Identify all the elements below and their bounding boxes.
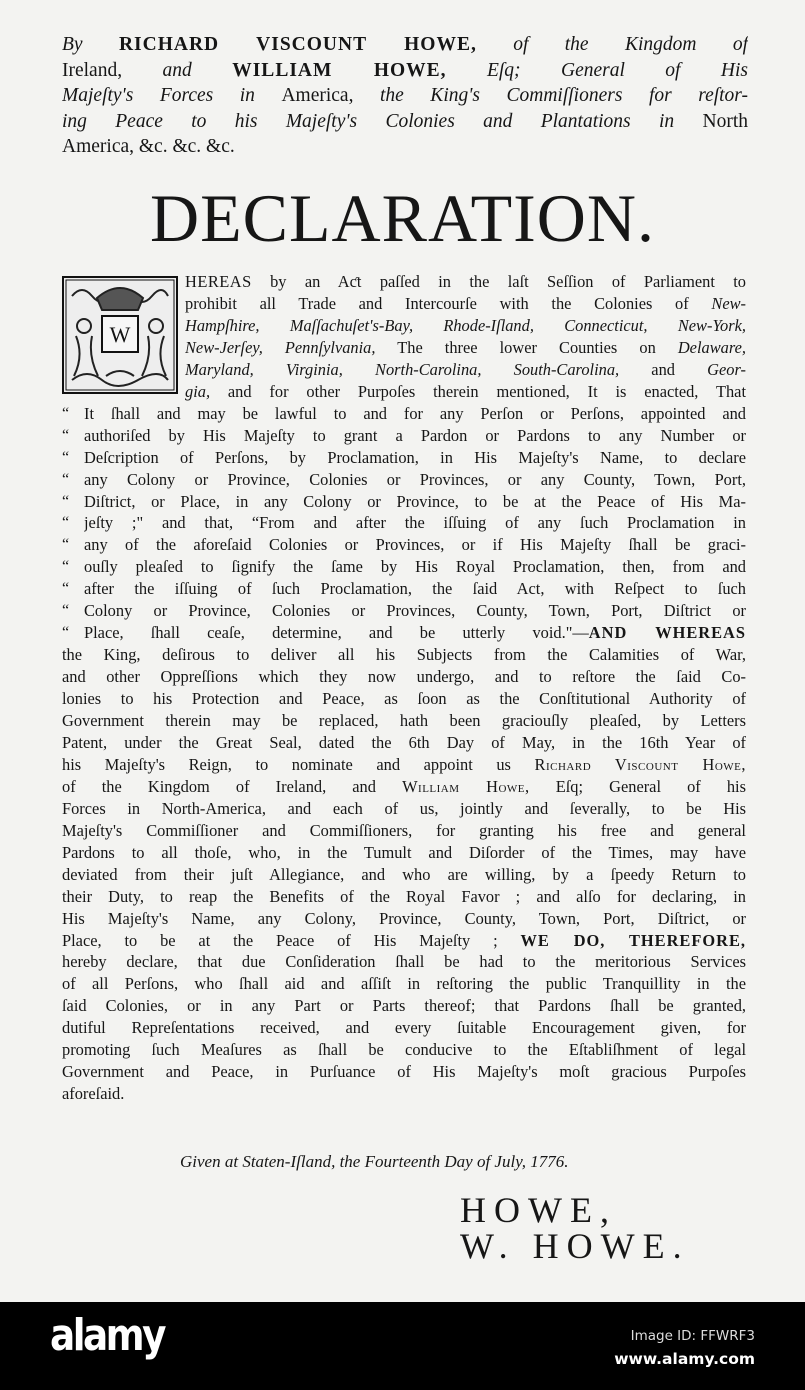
drop-cap-letter: W — [109, 322, 131, 347]
text-segment: dutiful Repreſentations received, and every ſuitable Encouragement given, for — [62, 1018, 746, 1038]
text-segment: aforeſaid. — [62, 1084, 125, 1104]
text-segment: and for other Purpoſes therein mentioned, It is enacted, That — [210, 381, 746, 401]
text-segment: America, — [281, 85, 354, 106]
text-segment: Patent, under the Great Seal, dated the 6th Day of May, in the 16th Year of — [62, 732, 746, 752]
quotation-mark: “ — [62, 492, 70, 510]
text-segment: His Majeſty's Name, any Colony, Province, County, Town, Port, Diſtrict, or — [62, 908, 746, 928]
alamy-logo: alamy — [50, 1310, 164, 1361]
text-segment: Diſtrict, or Place, in any Colony or Province, to be at the Peace of His Ma- — [84, 491, 746, 511]
text-segment: his Majeſty's Reign, to nominate and appoint us — [62, 754, 535, 774]
text-segment: New- — [711, 293, 746, 313]
text-segment: prohibit all Trade and Intercourſe with the Colonies of — [185, 293, 712, 313]
text-segment: Deſcription of Perſons, by Proclamation, in His Majeſty's Name, to declare — [84, 447, 746, 467]
quotation-mark: “ — [62, 602, 70, 620]
signature-w-howe: W. HOWE. — [460, 1226, 690, 1266]
text-segment: Eſq; General of His — [446, 59, 748, 81]
quotation-mark: “ — [62, 448, 70, 466]
text-segment: Pardons to all thoſe, who, in the Tumult and Diſorder of the Times, may have — [62, 842, 746, 862]
quotation-mark: “ — [62, 470, 70, 488]
text-segment: of all Perſons, who ſhall aid and aſſiſt in reſtoring the public Tranquillity in the — [62, 974, 746, 994]
text-segment: Richard Viscount Howe, — [534, 754, 746, 774]
text-segment: WILLIAM HOWE, — [232, 59, 447, 81]
given-at-line: Given at Staten-Iſland, the Fourteenth Day of July, 1776. — [180, 1152, 569, 1171]
header-line — [62, 85, 748, 111]
text-segment: By — [62, 34, 119, 55]
header-line — [62, 136, 748, 162]
text-segment: North — [702, 110, 748, 132]
text-segment: authoriſed by His Majeſty to grant a Pardon or Pardons to any Number or — [84, 425, 746, 445]
image-id: Image ID: FFWRF3 — [630, 1328, 755, 1344]
watermark-footer — [0, 1302, 805, 1390]
text-segment: of the Kingdom of Ireland, and — [62, 776, 403, 796]
quotation-mark: “ — [62, 536, 70, 554]
text-segment: It ſhall and may be lawful to and for any Perſon or Perſons, appointed and — [84, 403, 746, 423]
text-segment: Geor- — [707, 359, 746, 379]
text-segment: any Colony or Province, Colonies or Provinces, or any County, Town, Port, — [84, 469, 746, 489]
text-segment: deviated from their juſt Allegiance, and who are willing, by a ſpeedy Return to — [62, 864, 746, 884]
text-segment: the King's Commiſſioners for reſtor- — [353, 85, 748, 106]
text-segment: and other Oppreſſions which they now undergo, and to reſtore the ſaid Co- — [62, 667, 746, 687]
text-segment: Colony or Province, Colonies or Provinces, County, Town, Port, Diſtrict or — [84, 601, 746, 621]
text-segment: New-Jerſey, Pennſylvania, — [185, 337, 376, 357]
text-segment: after the iſſuing of ſuch Proclamation, the ſaid Act, with Reſpect to ſuch — [84, 579, 746, 599]
site-url: www.alamy.com — [614, 1350, 755, 1368]
text-segment: WE DO, THEREFORE, — [520, 930, 746, 950]
text-segment: Eſq; General of his — [529, 776, 746, 796]
text-segment: and — [162, 59, 233, 81]
text-segment: ſaid Colonies, or in any Part or Parts thereof; that Pardons ſhall be granted, — [62, 996, 746, 1016]
text-segment: of the Kingdom of — [476, 34, 748, 55]
text-segment: Government and Peace, in Purſuance of His Majeſty's moſt gracious Purpoſes — [62, 1062, 746, 1082]
text-segment: Place, ſhall ceaſe, determine, and be utterly void."— — [84, 623, 589, 643]
quotation-mark: “ — [62, 426, 70, 444]
signature-howe: HOWE, — [460, 1190, 617, 1230]
quotation-mark: “ — [62, 580, 70, 598]
body-line — [62, 1084, 746, 1110]
text-segment: Ireland, — [62, 59, 163, 81]
text-segment: the King, deſirous to deliver all his Subjects from the Calamities of War, — [62, 645, 746, 665]
text-segment: HEREAS — [185, 272, 252, 291]
text-segment: ing Peace to his Majeſty's Colonies and Plantations in — [62, 110, 703, 132]
text-segment: gia, — [185, 381, 211, 401]
text-segment: and — [619, 359, 708, 379]
text-segment: Majeſty's Forces in — [62, 85, 282, 106]
text-segment: lonies to his Protection and Peace, as ſoon as the Conſtitutional Authority of — [62, 689, 746, 709]
quotation-mark: “ — [62, 514, 70, 532]
text-segment: AND WHEREAS — [588, 623, 746, 643]
header-line — [62, 111, 748, 137]
text-segment: Government therein may be replaced, hath been graciouſly pleaſed, by Letters — [62, 711, 746, 730]
text-segment: Forces in North-America, and each of us, jointly and ſeverally, to be His — [62, 798, 746, 818]
header-line — [62, 34, 748, 60]
text-segment: Place, to be at the Peace of His Majeſty ; — [62, 930, 521, 950]
text-segment: Delaware, — [677, 337, 746, 357]
text-segment: by an Aƈt paſſed in the laſt Seſſion of Parliament to — [251, 272, 746, 291]
text-segment: The three lower Counties on — [375, 337, 678, 357]
text-segment: any of the aforeſaid Colonies or Provinces, or if His Majeſty ſhall be graci- — [84, 535, 746, 555]
quotation-mark: “ — [62, 624, 70, 642]
text-segment: RICHARD VISCOUNT HOWE, — [118, 34, 477, 55]
text-segment: hereby declare, that due Conſideration ſhall be had to the meritorious Services — [62, 952, 746, 972]
text-segment: Majeſty's Commiſſioner and Commiſſioners, for granting his free and general — [62, 820, 746, 840]
text-segment: ouſly pleaſed to ſignify the ſame by His Royal Proclamation, then, from and — [84, 557, 746, 577]
text-segment: William Howe, — [402, 776, 530, 796]
text-segment: their Duty, to reap the Benefits of the Royal Favor ; and alſo for declaring, in — [62, 886, 746, 906]
text-segment: America, &c. &c. &c. — [62, 136, 235, 157]
text-segment: promoting ſuch Meaſures as ſhall be conducive to the Eſtabliſhment of legal — [62, 1040, 746, 1060]
quotation-mark: “ — [62, 404, 70, 422]
header-line — [62, 60, 748, 86]
text-segment: jeſty ;" and that, “From and after the iſſuing of any ſuch Proclamation in — [84, 513, 746, 533]
text-segment: Hampſhire, Maſſachuſet's-Bay, Rhode-Iſland, Connecticut, New-York, — [185, 315, 746, 335]
ornamental-drop-cap — [62, 276, 178, 394]
quotation-mark: “ — [62, 558, 70, 576]
text-segment: Maryland, Virginia, North-Carolina, South-Carolina, — [185, 359, 620, 379]
document-title: DECLARATION. — [150, 180, 655, 256]
